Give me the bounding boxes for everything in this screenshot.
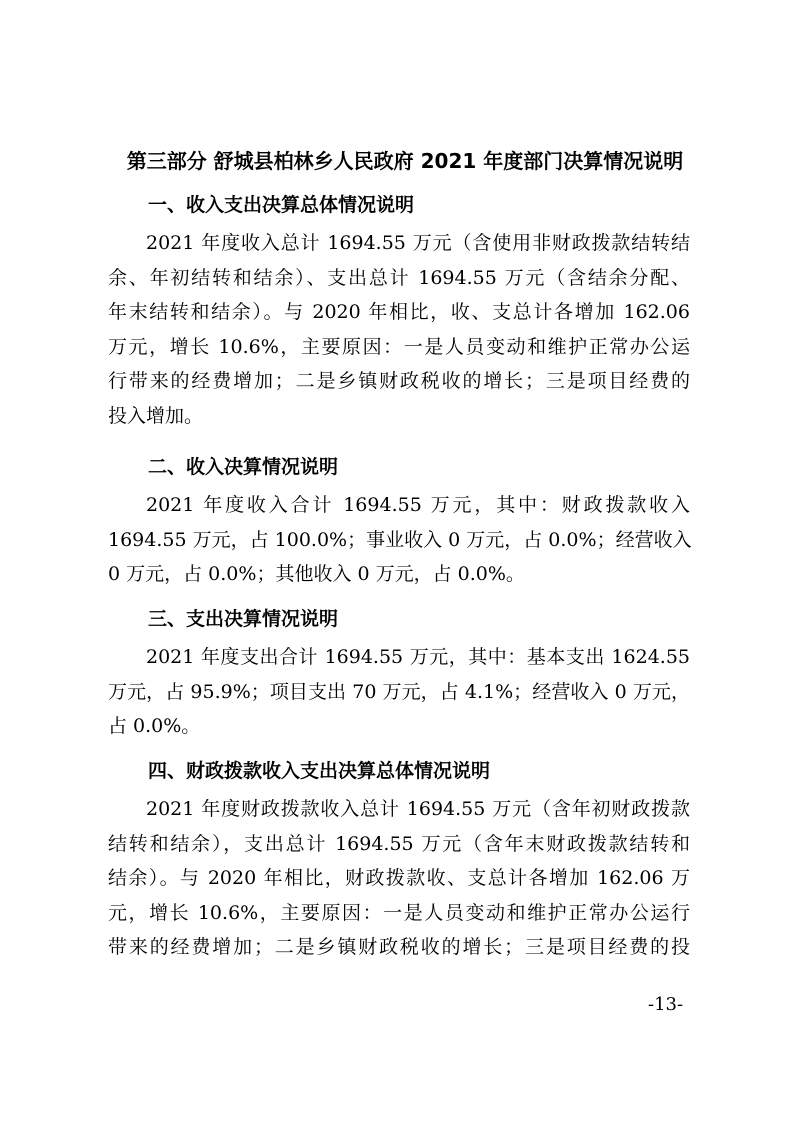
section-paragraph-fiscal-appropriation-overview: [108, 792, 690, 965]
paragraph-line: 2021 年度支出合计 1694.55 万元，其中：基本支出 1624.55: [146, 646, 690, 668]
paragraph-line: 1694.55 万元，占 100.0%；事业收入 0 万元，占 0.0%；经营收入: [108, 528, 692, 551]
paragraph-line: 占 0.0%。: [108, 715, 201, 737]
section-heading-fiscal-appropriation-overview: 四、财政拨款收入支出决算总体情况说明: [148, 760, 491, 782]
section-paragraph-expense: [108, 640, 690, 744]
paragraph-line: 万元，增长 10.6%，主要原因：一是人员变动和维护正常办公运: [108, 335, 690, 358]
page-number: -13-: [648, 994, 684, 1015]
paragraph-line: 带来的经费增加；二是乡镇财政税收的增长；三是项目经费的投: [108, 936, 690, 958]
section-paragraph-income-expense-overview: [108, 226, 690, 433]
paragraph-line: 万元，占 95.9%；项目支出 70 万元，占 4.1%；经营收入 0 万元，: [108, 680, 690, 703]
paragraph-line: 元，增长 10.6%，主要原因：一是人员变动和维护正常办公运行: [108, 901, 690, 924]
paragraph-line: 2021 年度收入总计 1694.55 万元（含使用非财政拨款结转结: [146, 232, 690, 254]
paragraph-line: 结转和结余），支出总计 1694.55 万元（含年末财政拨款结转和: [108, 832, 690, 855]
paragraph-line: 2021 年度收入合计 1694.55 万元，其中：财政拨款收入: [146, 494, 690, 516]
section-heading-income: 二、收入决算情况说明: [148, 456, 339, 478]
paragraph-line: 余、年初结转和结余）、支出总计 1694.55 万元（含结余分配、: [108, 266, 690, 289]
section-heading-expense: 三、支出决算情况说明: [148, 608, 339, 630]
paragraph-line: 2021 年度财政拨款收入总计 1694.55 万元（含年初财政拨款: [146, 798, 690, 820]
paragraph-line: 结余）。与 2020 年相比，财政拨款收、支总计各增加 162.06 万: [108, 867, 690, 889]
paragraph-line: 0 万元，占 0.0%；其他收入 0 万元，占 0.0%。: [108, 563, 525, 585]
paragraph-line: 投入增加。: [108, 404, 204, 427]
section-heading-income-expense-overview: 一、收入支出决算总体情况说明: [148, 194, 415, 216]
paragraph-line: 年末结转和结余）。与 2020 年相比，收、支总计各增加 162.06: [108, 301, 690, 323]
section-paragraph-income: [108, 488, 690, 592]
paragraph-line: 行带来的经费增加；二是乡镇财政税收的增长；三是项目经费的: [108, 370, 690, 392]
document-title: 第三部分 舒城县柏林乡人民政府 2021 年度部门决算情况说明: [126, 149, 684, 173]
